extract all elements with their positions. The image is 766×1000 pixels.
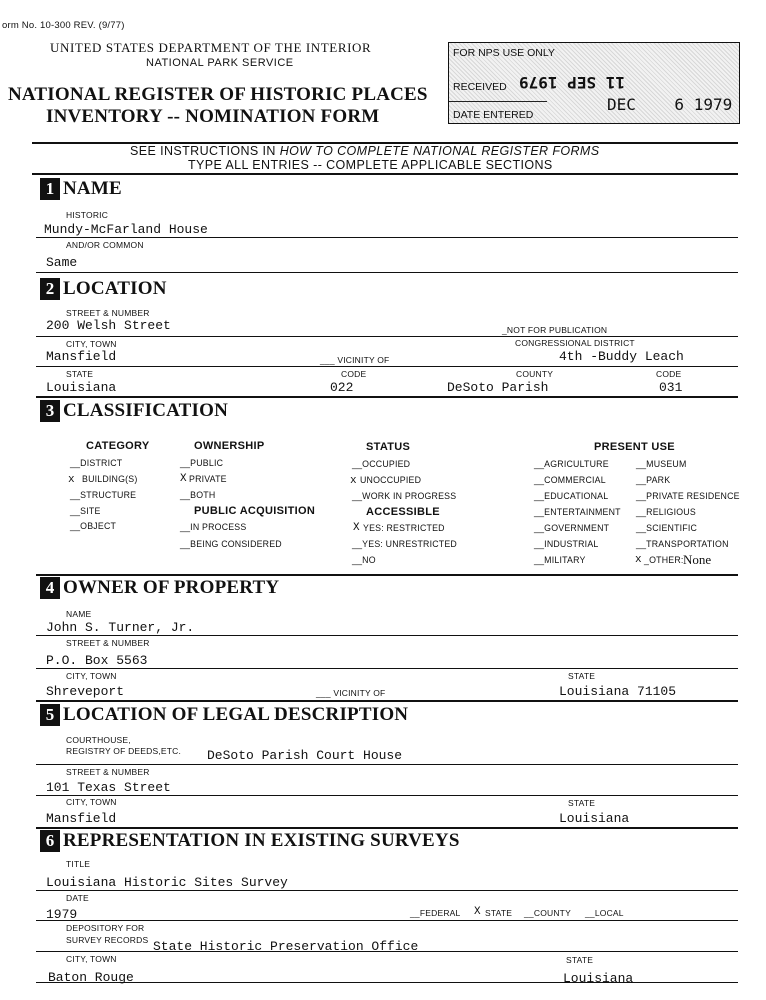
- section-number: 2: [40, 278, 60, 300]
- survey-local: __LOCAL: [585, 908, 624, 918]
- legal-state-label: STATE: [568, 798, 596, 808]
- owner-city-label: CITY, TOWN: [66, 671, 117, 681]
- received-label: RECEIVED: [453, 81, 507, 93]
- use-government: __GOVERNMENT: [534, 523, 610, 533]
- city-label: CITY, TOWN: [66, 339, 117, 349]
- section-3-header: [40, 400, 228, 422]
- section-number: 6: [40, 830, 60, 852]
- status-occupied: __OCCUPIED: [352, 459, 411, 469]
- date-entered-stamp: DEC 6 1979: [607, 95, 733, 114]
- survey-federal: __FEDERAL: [410, 908, 461, 918]
- use-other-value: None: [683, 552, 712, 567]
- legal-street-label: STREET & NUMBER: [66, 767, 150, 777]
- department: UNITED STATES DEPARTMENT OF THE INTERIOR: [50, 40, 372, 55]
- status-work-in-progress: __WORK IN PROGRESS: [352, 491, 457, 501]
- owner-name: John S. Turner, Jr.: [46, 620, 195, 635]
- section-title: REPRESENTATION IN EXISTING SURVEYS: [63, 830, 460, 851]
- section-title: NAME: [63, 178, 122, 199]
- accessible-heading: ACCESSIBLE: [366, 506, 440, 518]
- received-stamp: 11 SEP 1979: [519, 73, 625, 92]
- category-mark: x: [68, 474, 75, 486]
- depository-city: Baton Rouge: [48, 970, 134, 985]
- use-religious: __RELIGIOUS: [636, 507, 696, 517]
- state-label: STATE: [66, 369, 94, 379]
- use-educational: __EDUCATIONAL: [534, 491, 609, 501]
- historic-label: HISTORIC: [66, 210, 109, 220]
- use-scientific: __SCIENTIFIC: [636, 523, 698, 533]
- depository-label-2: SURVEY RECORDS: [66, 935, 149, 945]
- date-entered-label: DATE ENTERED: [453, 109, 534, 121]
- owner-city: Shreveport: [46, 684, 125, 699]
- section-5-header: [40, 704, 408, 726]
- code2-label: CODE: [656, 369, 682, 379]
- instructions-line1: SEE INSTRUCTIONS IN HOW TO COMPLETE NATIONAL REGISTER FORMS: [130, 144, 600, 158]
- acquisition-heading: PUBLIC ACQUISITION: [194, 505, 316, 517]
- status-unoccupied: UNOCCUPIED: [360, 475, 422, 485]
- section-4-header: [40, 577, 279, 599]
- form-title-line1: NATIONAL REGISTER OF HISTORIC PLACES: [8, 84, 428, 105]
- street-value: 200 Welsh Street: [46, 318, 171, 333]
- category-heading: CATEGORY: [86, 440, 150, 452]
- form-number: orm No. 10-300 REV. (9/77): [2, 20, 125, 31]
- survey-title-label: TITLE: [66, 859, 91, 869]
- acquisition-in-process: __IN PROCESS: [180, 522, 247, 532]
- legal-city: Mansfield: [46, 811, 117, 826]
- owner-state: Louisiana 71105: [559, 684, 677, 699]
- courthouse-label-1: COURTHOUSE,: [66, 735, 131, 745]
- county-value: DeSoto Parish: [447, 380, 549, 395]
- ownership-private: PRIVATE: [189, 474, 227, 484]
- code-value: 022: [330, 380, 354, 395]
- use-museum: __MUSEUM: [636, 459, 687, 469]
- depository-city-label: CITY, TOWN: [66, 954, 117, 964]
- status-heading: STATUS: [366, 441, 411, 453]
- form-title-line2: INVENTORY -- NOMINATION FORM: [46, 106, 380, 127]
- owner-street: P.O. Box 5563: [46, 653, 148, 668]
- category-buildings: BUILDING(S): [82, 474, 138, 484]
- use-other-mark: x: [635, 554, 642, 566]
- owner-street-label: STREET & NUMBER: [66, 638, 150, 648]
- instructions-line2: TYPE ALL ENTRIES -- COMPLETE APPLICABLE SECTIONS: [188, 158, 553, 172]
- city-value: Mansfield: [46, 349, 117, 364]
- section-1-header: [40, 178, 122, 200]
- category-district: __DISTRICT: [70, 458, 123, 468]
- use-agriculture: __AGRICULTURE: [534, 459, 609, 469]
- congressional-label: CONGRESSIONAL DISTRICT: [515, 338, 635, 348]
- section-number: 3: [40, 400, 60, 422]
- legal-city-label: CITY, TOWN: [66, 797, 117, 807]
- section-number: 5: [40, 704, 60, 726]
- category-site: __SITE: [70, 506, 101, 516]
- section-2-header: [40, 278, 167, 300]
- nps-use-label: FOR NPS USE ONLY: [453, 47, 555, 59]
- section-title: CLASSIFICATION: [63, 400, 229, 421]
- ownership-public: __PUBLIC: [180, 458, 224, 468]
- use-park: __PARK: [636, 475, 671, 485]
- state-value: Louisiana: [46, 380, 117, 395]
- status-mark: x: [350, 475, 357, 487]
- category-object: __OBJECT: [70, 521, 117, 531]
- section-number: 4: [40, 577, 60, 599]
- owner-state-label: STATE: [568, 671, 596, 681]
- congressional-value: 4th -Buddy Leach: [559, 349, 684, 364]
- present-use-heading: PRESENT USE: [594, 441, 675, 453]
- use-transportation: __TRANSPORTATION: [636, 539, 729, 549]
- common-label: AND/OR COMMON: [66, 240, 144, 250]
- accessible-no: __NO: [352, 555, 376, 565]
- section-number: 1: [40, 178, 60, 200]
- owner-vicinity-label: ___ VICINITY OF: [316, 688, 386, 698]
- use-other-label: _OTHER:: [644, 555, 684, 565]
- courthouse-label-2: REGISTRY OF DEEDS,ETC.: [66, 746, 182, 756]
- section-title: LOCATION OF LEGAL DESCRIPTION: [63, 704, 409, 725]
- not-for-publication: _NOT FOR PUBLICATION: [502, 325, 608, 335]
- accessible-restricted: YES: RESTRICTED: [363, 523, 445, 533]
- code-label: CODE: [341, 369, 367, 379]
- county-label: COUNTY: [516, 369, 554, 379]
- section-title: LOCATION: [63, 278, 167, 299]
- legal-state: Louisiana: [559, 811, 630, 826]
- category-structure: __STRUCTURE: [70, 490, 137, 500]
- owner-name-label: NAME: [66, 609, 92, 619]
- section-6-header: [40, 830, 460, 852]
- section-title: OWNER OF PROPERTY: [63, 577, 280, 598]
- accessible-unrestricted: __YES: UNRESTRICTED: [352, 539, 457, 549]
- survey-county: __COUNTY: [524, 908, 571, 918]
- legal-street: 101 Texas Street: [46, 780, 171, 795]
- use-industrial: __INDUSTRIAL: [534, 539, 599, 549]
- depository-value: State Historic Preservation Office: [153, 939, 419, 954]
- ownership-heading: OWNERSHIP: [194, 440, 265, 452]
- courthouse-value: DeSoto Parish Court House: [207, 748, 403, 763]
- nps-use-box: [448, 42, 740, 124]
- depository-state: Louisiana: [563, 971, 634, 986]
- survey-date-label: DATE: [66, 893, 89, 903]
- service: NATIONAL PARK SERVICE: [146, 57, 294, 69]
- survey-title: Louisiana Historic Sites Survey: [46, 875, 288, 890]
- depository-label-1: DEPOSITORY FOR: [66, 923, 145, 933]
- ownership-both: __BOTH: [180, 490, 216, 500]
- use-military: __MILITARY: [534, 555, 586, 565]
- use-private-residence: __PRIVATE RESIDENCE: [636, 491, 740, 501]
- acquisition-being-considered: __BEING CONSIDERED: [180, 539, 282, 549]
- code2-value: 031: [659, 380, 683, 395]
- survey-date: 1979: [46, 907, 78, 922]
- common-name: Same: [46, 255, 78, 270]
- use-entertainment: __ENTERTAINMENT: [534, 507, 621, 517]
- use-commercial: __COMMERCIAL: [534, 475, 606, 485]
- ownership-mark: X: [180, 473, 187, 485]
- survey-state-option: STATE: [485, 908, 513, 918]
- street-label: STREET & NUMBER: [66, 308, 150, 318]
- vicinity-label: ___ VICINITY OF: [320, 355, 390, 365]
- survey-state-mark: X: [474, 906, 481, 918]
- historic-name: Mundy-McFarland House: [44, 222, 208, 237]
- depository-state-label: STATE: [566, 955, 594, 965]
- accessible-mark: X: [353, 522, 360, 534]
